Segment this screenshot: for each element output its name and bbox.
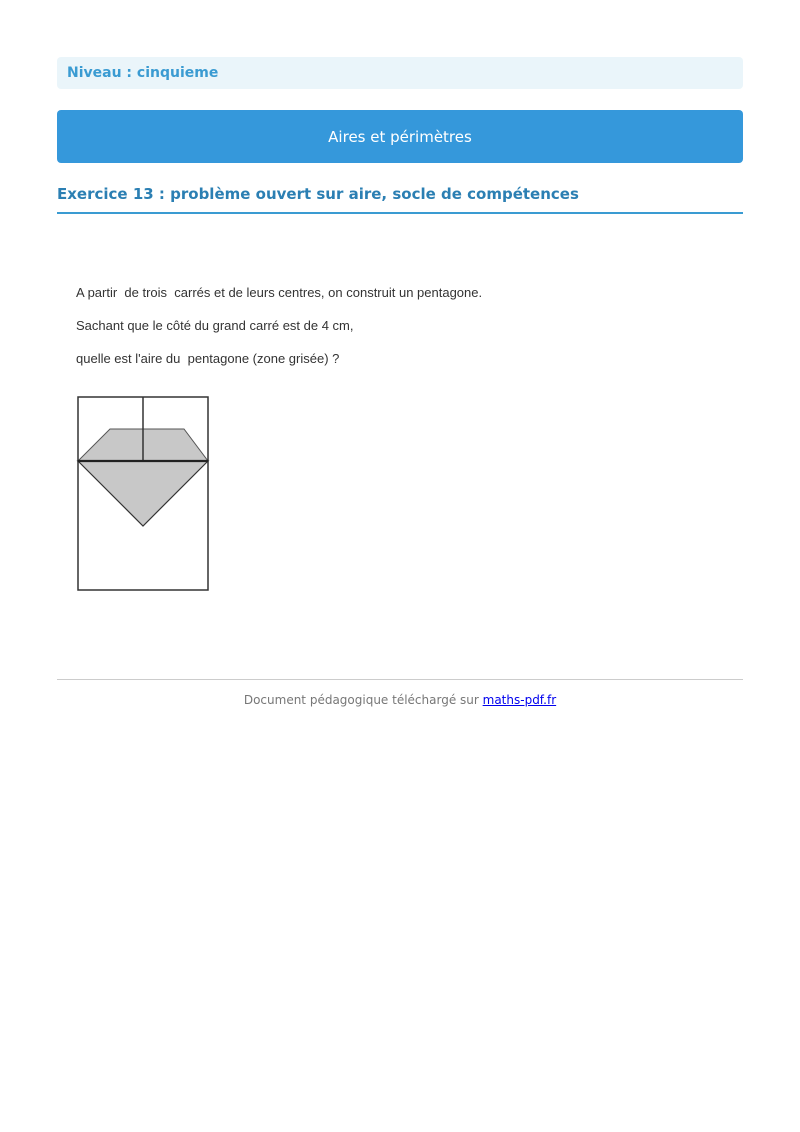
exercise-title: Exercice 13 : problème ouvert sur aire, socle de compétences	[57, 185, 579, 203]
footer-divider	[57, 679, 743, 680]
footer-text: Document pédagogique téléchargé sur	[243, 693, 483, 707]
pentagon-figure	[74, 392, 214, 596]
exercise-text-line-1: A partir de trois carrés et de leurs centres, on construit un pentagone.	[76, 285, 483, 300]
level-label: Niveau : cinquieme	[57, 57, 743, 89]
footer	[57, 693, 743, 707]
chapter-banner: Aires et périmètres	[57, 110, 743, 163]
footer-link[interactable]: maths-pdf.fr	[482, 693, 557, 707]
exercise-text-line-2: Sachant que le côté du grand carré est de 4 cm,	[76, 318, 354, 333]
inner-square-lower-half	[78, 461, 208, 526]
exercise-text-line-3: quelle est l'aire du pentagone (zone grisée) ?	[76, 351, 340, 366]
exercise-title-underline	[57, 212, 743, 214]
